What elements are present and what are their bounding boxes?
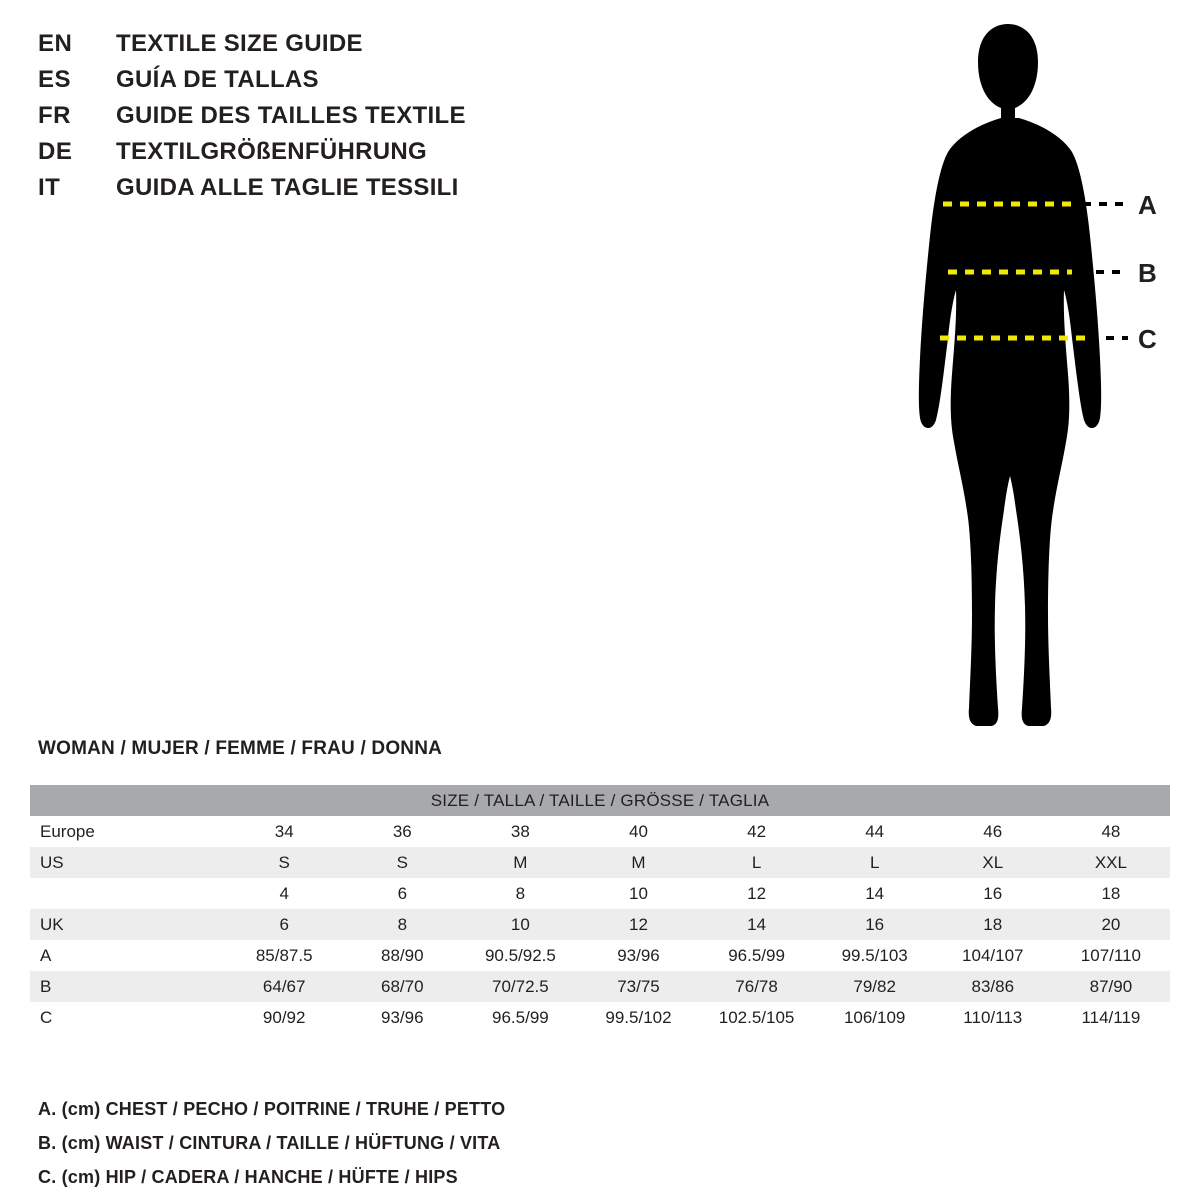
cell: 85/87.5 [225,940,343,971]
cell: 12 [698,878,816,909]
table-row [30,1002,1170,1033]
row-label-a: A [30,940,225,971]
cell: 79/82 [816,971,934,1002]
cell: 8 [461,878,579,909]
language-code-fr: FR [38,102,71,129]
cell: 10 [461,909,579,940]
cell: 90/92 [225,1002,343,1033]
cell: 4 [225,878,343,909]
cell: 14 [816,878,934,909]
marker-label-b: B [1138,258,1157,288]
cell: 90.5/92.5 [461,940,579,971]
title-row-it [38,174,598,210]
row-label-b: B [30,971,225,1002]
title-row-fr [38,102,598,138]
cell: 107/110 [1052,940,1170,971]
female-body-figure [840,18,1180,748]
size-table-wrap [30,785,1170,1033]
footnote-waist: B. (cm) WAIST / CINTURA / TAILLE / HÜFTUNG / VITA [38,1133,501,1153]
cell: 8 [343,909,461,940]
row-label-us-numeric [30,878,225,909]
cell: 68/70 [343,971,461,1002]
row-label-uk: UK [30,909,225,940]
title-text-fr: GUIDE DES TAILLES TEXTILE [116,102,466,129]
table-row [30,847,1170,878]
cell: 64/67 [225,971,343,1002]
table-row [30,909,1170,940]
title-row-es [38,66,598,102]
cell: S [225,847,343,878]
language-code-it: IT [38,174,61,201]
cell: 99.5/102 [579,1002,697,1033]
cell: 10 [579,878,697,909]
cell: 87/90 [1052,971,1170,1002]
cell: 34 [225,816,343,847]
title-row-de [38,138,598,174]
cell: 76/78 [698,971,816,1002]
language-code-es: ES [38,66,72,93]
title-text-it: GUIDA ALLE TAGLIE TESSILI [116,174,459,201]
cell: 36 [343,816,461,847]
cell: 93/96 [579,940,697,971]
title-row-en [38,30,598,66]
table-row [30,816,1170,847]
cell: 6 [225,909,343,940]
cell: 73/75 [579,971,697,1002]
table-row [30,878,1170,909]
title-text-en: TEXTILE SIZE GUIDE [116,30,363,57]
cell: 70/72.5 [461,971,579,1002]
footnote-chest: A. (cm) CHEST / PECHO / POITRINE / TRUHE / PETTO [38,1099,506,1119]
size-table [30,785,1170,1033]
marker-label-c: C [1138,324,1157,354]
table-header-row [30,785,1170,816]
cell: XL [934,847,1052,878]
title-text-de: TEXTILGRÖßENFÜHRUNG [116,138,428,165]
cell: 106/109 [816,1002,934,1033]
cell: XXL [1052,847,1170,878]
cell: 96.5/99 [461,1002,579,1033]
section-label-woman: WOMAN / MUJER / FEMME / FRAU / DONNA [38,738,443,759]
cell: 18 [1052,878,1170,909]
cell: 20 [1052,909,1170,940]
cell: 42 [698,816,816,847]
cell: 104/107 [934,940,1052,971]
cell: 40 [579,816,697,847]
cell: 44 [816,816,934,847]
cell: 99.5/103 [816,940,934,971]
cell: 38 [461,816,579,847]
cell: L [698,847,816,878]
title-block [38,30,598,210]
cell: 6 [343,878,461,909]
table-row [30,940,1170,971]
row-label-us: US [30,847,225,878]
row-label-c: C [30,1002,225,1033]
cell: 88/90 [343,940,461,971]
title-text-es: GUÍA DE TALLAS [116,66,319,93]
marker-label-a: A [1138,190,1157,220]
cell: S [343,847,461,878]
cell: 114/119 [1052,1002,1170,1033]
cell: 110/113 [934,1002,1052,1033]
cell: 16 [816,909,934,940]
cell: L [816,847,934,878]
cell: 12 [579,909,697,940]
cell: 48 [1052,816,1170,847]
row-label-europe: Europe [30,816,225,847]
language-code-en: EN [38,30,73,57]
footnotes [38,1092,938,1194]
cell: 93/96 [343,1002,461,1033]
cell: M [461,847,579,878]
table-row [30,971,1170,1002]
footnote-hip: C. (cm) HIP / CADERA / HANCHE / HÜFTE / HIPS [38,1167,458,1187]
cell: 83/86 [934,971,1052,1002]
language-code-de: DE [38,138,73,165]
cell: 102.5/105 [698,1002,816,1033]
cell: 46 [934,816,1052,847]
body-silhouette [919,24,1101,726]
cell: 16 [934,878,1052,909]
cell: 14 [698,909,816,940]
cell: M [579,847,697,878]
cell: 96.5/99 [698,940,816,971]
cell: 18 [934,909,1052,940]
table-header-title: SIZE / TALLA / TAILLE / GRÖSSE / TAGLIA [30,785,1170,816]
